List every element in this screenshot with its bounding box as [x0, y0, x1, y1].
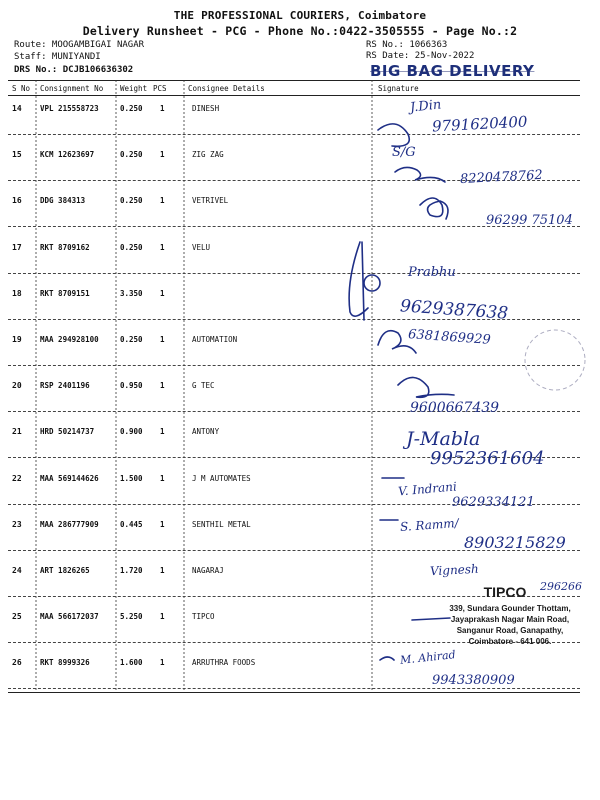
cell-weight: 1.600 — [120, 658, 143, 668]
sig-21-name: J-Mabla — [406, 428, 481, 450]
cell-sno: 17 — [12, 242, 22, 252]
sig-19-phone: 6381869929 — [407, 327, 492, 348]
cell-consignee: ANTONY — [192, 427, 220, 437]
col-consignee: Consignee Details — [188, 84, 265, 93]
cell-consignment: RSP 2401196 — [40, 381, 90, 391]
cell-pcs: 1 — [160, 242, 165, 252]
col-consignment: Consignment No — [40, 84, 104, 93]
cell-weight: 1.720 — [120, 566, 143, 575]
cell-consignment: MAA 294928100 — [40, 335, 99, 344]
cell-consignee: G TEC — [192, 381, 215, 391]
cell-pcs: 1 — [160, 612, 165, 622]
cell-consignee: TIPCO — [192, 612, 215, 622]
col-sno: S No — [12, 84, 31, 93]
cell-pcs: 1 — [160, 288, 165, 298]
sig-16-phone: 96299 75104 — [486, 213, 573, 228]
cell-consignment: MAA 569144626 — [40, 473, 99, 483]
cell-consignee: VELU — [192, 242, 211, 252]
cell-sno: 26 — [12, 658, 22, 668]
col-signature: Signature — [378, 84, 419, 93]
cell-weight: 0.950 — [120, 381, 143, 391]
sig-23-phone: 8903215829 — [464, 533, 566, 552]
sig-20-phone: 9600667439 — [410, 400, 500, 416]
sig-15-phone: 8220478762 — [459, 167, 544, 188]
cell-sno: 24 — [12, 566, 22, 575]
company-title: THE PROFESSIONAL COURIERS, Coimbatore — [173, 9, 427, 22]
sig-23-name: S. Ramm/ — [399, 515, 460, 535]
cell-pcs: 1 — [160, 427, 165, 437]
stamp-company: TIPCO — [483, 584, 527, 600]
table-rule-bottom — [8, 692, 580, 693]
cell-weight: 3.350 — [120, 288, 143, 298]
stamp-line-3: Sanganur Road, Ganapathy, — [456, 626, 564, 635]
cell-weight: 0.445 — [120, 519, 143, 529]
cell-pcs: 1 — [160, 150, 165, 160]
stamp-line-1: 339, Sundara Gounder Thottam, — [449, 604, 571, 613]
cell-pcs: 1 — [160, 566, 165, 575]
cell-sno: 21 — [12, 427, 22, 437]
cell-consignment: KCM 12623697 — [40, 150, 95, 160]
cell-weight: 0.900 — [120, 427, 143, 437]
stamp-line-2: Jayaprakash Nagar Main Road, — [450, 615, 570, 624]
runsheet-subtitle: Delivery Runsheet - PCG - Phone No.:0422-3505555 - Page No.:2 — [82, 24, 518, 38]
cell-consignee: ZIG ZAG — [192, 150, 224, 160]
cell-consignee: J M AUTOMATES — [192, 473, 251, 483]
cell-pcs: 1 — [160, 473, 165, 483]
cell-weight: 5.250 — [120, 612, 143, 622]
cell-sno: 23 — [12, 519, 22, 529]
sig-22-phone: 9629334121 — [452, 495, 535, 510]
cell-sno: 25 — [12, 612, 22, 622]
sig-18-phone: 9629387638 — [399, 296, 509, 324]
cell-pcs: 1 — [160, 335, 165, 344]
cell-sno: 20 — [12, 381, 22, 391]
cell-pcs: 1 — [160, 519, 165, 529]
cell-sno: 14 — [12, 104, 22, 113]
cell-sno: 16 — [12, 196, 22, 206]
sig-24-name: Vignesh — [429, 561, 480, 579]
cell-weight: 0.250 — [120, 335, 143, 344]
cell-pcs: 1 — [160, 658, 165, 668]
cell-consignment: DDG 384313 — [40, 196, 86, 206]
drs-number: DRS No.: DCJB106636302 — [14, 65, 134, 75]
sig-15-mark: S/G — [392, 145, 416, 160]
cell-consignee: NAGARAJ — [192, 566, 224, 575]
cell-weight: 1.500 — [120, 473, 143, 483]
cell-consignee: VETRIVEL — [192, 196, 229, 206]
sig-24-phone: 296266 — [540, 580, 582, 593]
cell-sno: 22 — [12, 473, 22, 483]
col-weight: Weight — [120, 84, 148, 93]
rs-date: RS Date: 25-Nov-2022 — [366, 51, 475, 61]
sig-26-name: M. Ahirad — [399, 648, 457, 667]
cell-weight: 0.250 — [120, 242, 143, 252]
cell-consignment: MAA 566172037 — [40, 612, 99, 622]
cell-consignee: AUTOMATION — [192, 335, 238, 344]
cell-pcs: 1 — [160, 104, 165, 113]
sig-21-phone: 9952361604 — [430, 448, 545, 469]
sig-22-name: V. Indrani — [397, 479, 458, 499]
cell-consignment: RKT 8999326 — [40, 658, 90, 668]
cell-consignee: SENTHIL METAL — [192, 519, 251, 529]
rs-number: RS No.: 1066363 — [366, 40, 448, 50]
cell-pcs: 1 — [160, 196, 165, 206]
cell-consignment: MAA 286777909 — [40, 519, 99, 529]
cell-pcs: 1 — [160, 381, 165, 391]
cell-sno: 18 — [12, 288, 22, 298]
cell-weight: 0.250 — [120, 150, 143, 160]
cell-consignment: HRD 50214737 — [40, 427, 95, 437]
sig-26-phone: 9943380909 — [432, 673, 515, 688]
stamp-line-4: Coimbatore - 641 006. — [468, 637, 552, 646]
cell-consignment: ART 1826265 — [40, 566, 90, 575]
cell-consignee: DINESH — [192, 104, 220, 113]
big-bag-stamp: BIG BAG DELIVERY — [370, 62, 535, 80]
cell-sno: 15 — [12, 150, 22, 160]
route-label: Route: MOOGAMBIGAI NAGAR — [14, 40, 145, 50]
col-pcs: PCS — [153, 84, 167, 93]
cell-weight: 0.250 — [120, 104, 143, 113]
cell-consignment: VPL 215558723 — [40, 104, 99, 113]
cell-consignment: RKT 8709151 — [40, 288, 90, 298]
sig-14-name: J.Din — [409, 97, 442, 116]
cell-consignee: ARRUTHRA FOODS — [192, 658, 256, 668]
sig-14-phone: 9791620400 — [431, 112, 528, 136]
cell-weight: 0.250 — [120, 196, 143, 206]
sig-17-name: Prabhu — [408, 265, 456, 280]
staff-label: Staff: MUNIYANDI — [14, 52, 101, 62]
cell-sno: 19 — [12, 335, 22, 344]
cell-consignment: RKT 8709162 — [40, 242, 90, 252]
